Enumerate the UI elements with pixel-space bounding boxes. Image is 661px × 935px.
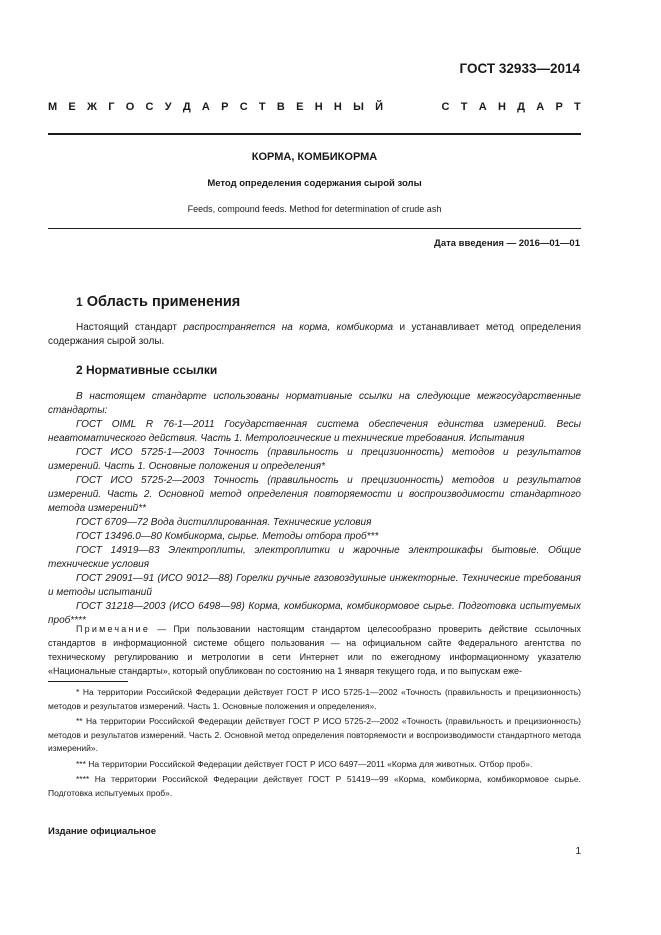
banner-letter: С [145, 101, 154, 113]
interstate-standard-banner [48, 101, 581, 113]
normative-references [48, 390, 581, 628]
banner-letter: Д [517, 101, 525, 113]
title-rule [48, 228, 581, 229]
official-edition-label: Издание официальное [48, 826, 156, 837]
footnote: * На территории Российской Федерации действует ГОСТ Р ИСО 5725-1—2002 «Точность (правильность и прецизионность) методов и результатов измерений. Часть 1. Основные положения и определения». [48, 687, 581, 711]
banner-letter: М [48, 101, 58, 113]
banner-letter: А [536, 101, 545, 113]
note [48, 622, 581, 678]
reference-item: ГОСТ ИСО 5725-1—2003 Точность (правильность и прецизионность) методов и результатов измерений. Часть 1. Основные положения и определения* [48, 447, 581, 472]
english-title: Feeds, compound feeds. Method for determination of crude ash [187, 204, 442, 214]
footnote: *** На территории Российской Федерации действует ГОСТ Р ИСО 6497—2011 «Корма для животных. Отбор проб». [76, 758, 533, 769]
reference-item: ГОСТ 6709—72 Вода дистиллированная. Технические условия [76, 517, 372, 528]
standard-number: ГОСТ 32933—2014 [459, 61, 580, 76]
note-text: — При пользовании настоящим стандартом целесообразно проверить действие ссылочных стандартов в информационной системе общего пользования — на официальном сайте Федерального агентства по техническому регулированию и метрологии в сети Интернет или по ежегодному информационному указателю «Национальные стандарты», который опубликован по состоянию на 1 января текущего года, и по выпускам еже- [48, 624, 581, 676]
banner-letter: Ы [353, 101, 364, 113]
banner-letter: А [478, 101, 487, 113]
reference-item: ГОСТ 13496.0—80 Комбикорма, сырье. Методы отбора проб*** [76, 531, 379, 542]
banner-letter: Й [375, 101, 384, 113]
banner-letter: В [276, 101, 285, 113]
references-intro: В настоящем стандарте использованы нормативные ссылки на следующие межгосударственные стандарты: [48, 391, 581, 416]
header-rule [48, 133, 581, 135]
reference-item: ГОСТ ИСО 5725-2—2003 Точность (правильность и прецизионность) методов и результатов измерений. Часть 2. Основной метод определения повторяемости и воспроизводимости стандартного метода измерений** [48, 475, 581, 514]
introduction-date: Дата введения — 2016—01—01 [434, 238, 580, 249]
document-subtitle: Метод определения содержания сырой золы [207, 178, 422, 189]
footnote: **** На территории Российской Федерации действует ГОСТ Р 51419—99 «Корма, комбикорма, комбикормовое сырье. Подготовка испытуемых проб». [48, 774, 581, 798]
reference-item: ГОСТ 31218—2003 (ИСО 6498—98) Корма, комбикорма, комбикормовое сырье. Подготовка испытуемых проб**** [48, 601, 581, 626]
section-1-heading [76, 294, 240, 310]
banner-word-gap [394, 101, 430, 113]
section-1-text-start: Настоящий стандарт [76, 322, 184, 333]
reference-item: ГОСТ OIML R 76-1—2011 Государственная система обеспечения единства измерений. Весы неавтоматического действия. Часть 1. Метрологические и технические требования. Испытания [48, 419, 581, 444]
section-1-text-italic: распространяется на корма, комбикорма [183, 322, 394, 333]
banner-letter: Н [497, 101, 506, 113]
banner-letter: О [125, 101, 135, 113]
document-title: КОРМА, КОМБИКОРМА [251, 151, 378, 163]
banner-letter: Ж [87, 101, 97, 113]
banner-letter: Е [68, 101, 76, 113]
page-number: 1 [575, 846, 581, 857]
banner-letter: Н [314, 101, 323, 113]
note-label: Примечание [76, 624, 151, 634]
banner-letter: С [441, 101, 450, 113]
banner-letter: У [164, 101, 172, 113]
reference-item: ГОСТ 29091—91 (ИСО 9012—88) Горелки ручные газовоздушные инжекторные. Технические требования и методы испытаний [48, 573, 581, 598]
banner-letter: Р [555, 101, 563, 113]
section-1-text-end: и устанавливает метод определения содержания сырой золы. [48, 322, 581, 347]
section-1-title: Область применения [86, 294, 241, 310]
banner-letter: Д [182, 101, 191, 113]
section-1-text [48, 321, 581, 349]
banner-letter: Р [221, 101, 229, 113]
banner-letter: Т [258, 101, 266, 113]
section-2-heading: 2 Нормативные ссылки [76, 363, 218, 377]
banner-letter: Т [574, 101, 581, 113]
footnote: ** На территории Российской Федерации действует ГОСТ Р ИСО 5725-2—2002 «Точность (правильность и прецизионность) методов и результатов измерений. Часть 2. Основной метод определения повторяемости и воспроизводимости стандартного метода измерений». [48, 716, 581, 753]
section-1-number: 1 [76, 295, 83, 309]
banner-letter: Т [460, 101, 468, 113]
footnotes [48, 686, 581, 802]
banner-letter: Н [333, 101, 342, 113]
reference-item: ГОСТ 14919—83 Электроплиты, электроплитки и жарочные электрошкафы бытовые. Общие технические условия [48, 545, 581, 570]
footnote-separator [48, 681, 128, 682]
banner-letter: С [239, 101, 248, 113]
banner-letter: Е [296, 101, 304, 113]
banner-letter: Г [108, 101, 115, 113]
banner-letter: А [201, 101, 210, 113]
